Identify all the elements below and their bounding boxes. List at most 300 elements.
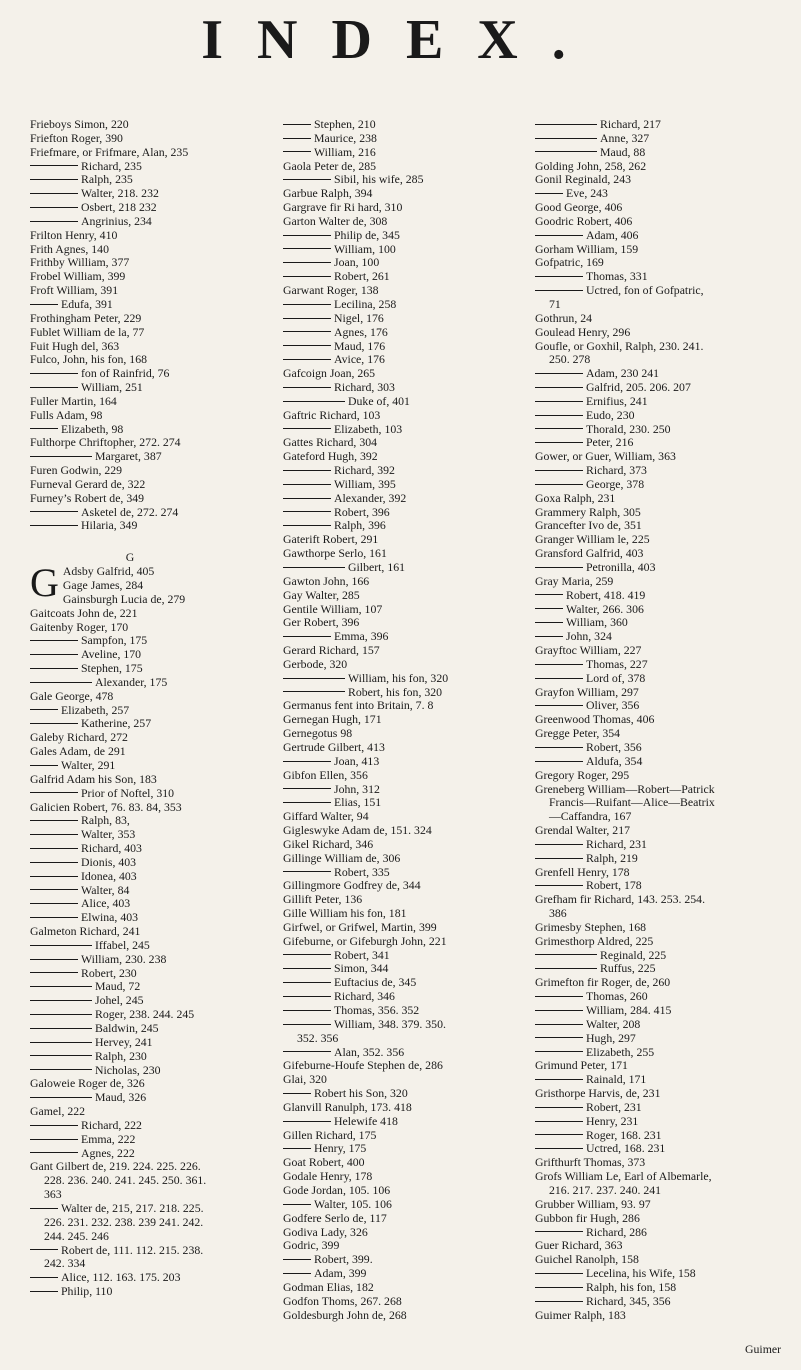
entry-text: Walter, 84 (81, 882, 130, 897)
ditto-rule (535, 636, 563, 637)
index-entry (535, 146, 797, 160)
entry-text: Eudo, 230 (586, 407, 635, 422)
index-entry (535, 713, 797, 727)
ditto-rule (535, 844, 583, 845)
ditto-rule (283, 470, 331, 471)
entry-text: Sampfon, 175 (81, 633, 148, 648)
index-entry (535, 423, 797, 437)
index-entry (283, 229, 528, 243)
index-entry (535, 1309, 797, 1323)
entry-text: Fuit Hugh del, 363 (30, 338, 120, 353)
entry-text: Gamel, 222 (30, 1104, 86, 1119)
ditto-rule (283, 124, 311, 125)
ditto-rule (535, 885, 583, 886)
entry-text: Maud, 88 (600, 144, 646, 159)
ditto-rule (535, 747, 583, 748)
index-entry (283, 1129, 528, 1143)
entry-text: Frobel William, 399 (30, 269, 126, 284)
index-entry (30, 160, 270, 174)
entry-text: 352. 356 (297, 1030, 339, 1045)
index-entry (283, 146, 528, 160)
index-entry (30, 464, 270, 478)
entry-text: Stephen, 210 (314, 117, 376, 131)
entry-text: 386 (549, 906, 567, 921)
index-entry (30, 939, 270, 953)
ditto-rule (283, 761, 331, 762)
ditto-rule (30, 765, 58, 766)
ditto-rule (283, 276, 331, 277)
entry-text: Osbert, 218 232 (81, 200, 157, 215)
index-entry (283, 464, 528, 478)
entry-text: Greenwood Thomas, 406 (535, 712, 655, 727)
entry-text: Furneval Gerard de, 322 (30, 476, 146, 491)
entry-text: William, his fon, 320 (348, 670, 449, 685)
ditto-rule (283, 1093, 311, 1094)
index-entry (30, 704, 270, 718)
ditto-rule (30, 1291, 58, 1292)
index-entry (30, 648, 270, 662)
ditto-rule (283, 1024, 331, 1025)
index-entry (30, 312, 270, 326)
entry-text: Gaitenby Roger, 170 (30, 619, 129, 634)
index-entry (30, 118, 270, 132)
index-entry (535, 630, 797, 644)
ditto-rule (535, 1010, 583, 1011)
entry-text: Lecelina, his Wife, 158 (586, 1266, 696, 1281)
entry-text: Robert, 230 (81, 965, 137, 980)
index-entry (30, 925, 270, 939)
index-entry (535, 1253, 797, 1267)
entry-text: Robert, 178 (586, 878, 642, 893)
entry-text: Thomas, 331 (586, 269, 648, 284)
index-entry (30, 270, 270, 284)
index-entry (535, 1239, 797, 1253)
index-entry (283, 713, 528, 727)
ditto-rule (283, 359, 331, 360)
index-entry (283, 879, 528, 893)
entry-text: Aldufa, 354 (586, 753, 643, 768)
index-entry (30, 1091, 270, 1105)
index-entry (30, 173, 270, 187)
section-gap (30, 533, 270, 551)
index-entry (30, 284, 270, 298)
index-entry (283, 644, 528, 658)
entry-text: Frothingham Peter, 229 (30, 310, 142, 325)
ditto-rule (30, 193, 78, 194)
entry-text: Galeby Richard, 272 (30, 730, 128, 745)
index-entry (30, 980, 270, 994)
ditto-rule (283, 179, 331, 180)
ditto-rule (535, 622, 563, 623)
entry-text: William, 284. 415 (586, 1003, 672, 1017)
entry-text: Robert, 335 (334, 864, 390, 879)
index-entry (535, 478, 797, 492)
index-entry (535, 118, 797, 132)
index-entry (283, 201, 528, 215)
index-entry (535, 506, 797, 520)
index-entry (30, 215, 270, 229)
entry-text: —Caffandra, 167 (549, 809, 632, 824)
ditto-rule (30, 862, 78, 863)
ditto-rule (30, 1042, 92, 1043)
entry-text: William, 395 (334, 476, 396, 491)
entry-text: Garton Walter de, 308 (283, 213, 388, 228)
entry-text: William, 348. 379. 350. (334, 1016, 446, 1031)
entry-text: Elwina, 403 (81, 910, 139, 925)
ditto-rule (283, 1051, 331, 1052)
index-entry (283, 381, 528, 395)
index-entry (535, 644, 797, 658)
entry-text: Elizabeth, 257 (61, 702, 130, 717)
ditto-rule (283, 567, 345, 568)
index-entry (535, 1226, 797, 1240)
index-entry (283, 741, 528, 755)
index-entry (30, 506, 270, 520)
entry-text: Grefham fir Richard, 143. 253. 254. (535, 892, 706, 907)
index-entry (30, 579, 270, 593)
entry-text: Gofpatric, 169 (535, 255, 604, 270)
entry-text: Gubbon fir Hugh, 286 (535, 1210, 640, 1225)
ditto-rule (283, 678, 345, 679)
entry-text: Gerbode, 320 (283, 656, 348, 671)
index-entry (30, 884, 270, 898)
ditto-rule (283, 968, 331, 969)
ditto-rule (535, 1231, 583, 1232)
entry-text: Maud, 72 (95, 979, 141, 994)
entry-text: Thomas, 227 (586, 656, 648, 671)
ditto-rule (283, 1148, 311, 1149)
index-entry (283, 519, 528, 533)
ditto-rule (283, 636, 331, 637)
entry-text: Fulls Adam, 98 (30, 407, 103, 422)
index-entry (30, 132, 270, 146)
index-entry (283, 672, 528, 686)
entry-text: fon of Rainfrid, 76 (81, 366, 170, 381)
entry-text: Nicholas, 230 (95, 1062, 161, 1077)
entry-text: Galmeton Richard, 241 (30, 924, 141, 939)
ditto-rule (535, 968, 597, 969)
ditto-rule (535, 442, 583, 443)
entry-text: Greneberg William—Robert—Patrick (535, 781, 715, 796)
index-entry (30, 801, 270, 815)
ditto-rule (283, 954, 331, 955)
entry-text: Richard, 303 (334, 380, 395, 395)
index-entry (283, 575, 528, 589)
entry-text: William, 360 (566, 615, 628, 630)
ditto-rule (30, 972, 78, 973)
index-entry (283, 160, 528, 174)
index-entry (535, 879, 797, 893)
index-entry (283, 340, 528, 354)
ditto-rule (283, 304, 331, 305)
entry-text: Ralph, 230 (95, 1048, 147, 1063)
ditto-rule (30, 221, 78, 222)
entry-text: Germanus fent into Britain, 7. 8 (283, 698, 434, 713)
index-entry (535, 270, 797, 284)
ditto-rule (535, 1273, 583, 1274)
ditto-rule (535, 193, 563, 194)
index-entry (283, 270, 528, 284)
entry-text: Godfere Serlo de, 117 (283, 1210, 387, 1225)
entry-text: Gillinge William de, 306 (283, 850, 401, 865)
index-entry (283, 243, 528, 257)
entry-text: Frith Agnes, 140 (30, 241, 109, 256)
ditto-rule (283, 248, 331, 249)
ditto-rule (30, 1249, 58, 1250)
entry-text: Galfrid, 205. 206. 207 (586, 380, 691, 395)
entry-text: Thorald, 230. 250 (586, 421, 671, 436)
index-entry (535, 1156, 797, 1170)
index-entry (535, 796, 797, 810)
entry-text: Uctred, fon of Gofpatric, (586, 283, 704, 298)
entry-text: Roger, 238. 244. 245 (95, 1007, 195, 1022)
index-entry (30, 1036, 270, 1050)
entry-text: Gage James, 284 (62, 578, 144, 592)
entry-text: Robert, 418. 419 (566, 587, 646, 602)
entry-text: Garbue Ralph, 394 (283, 186, 373, 201)
ditto-rule (30, 682, 92, 683)
index-entry (535, 1129, 797, 1143)
index-entry (30, 1077, 270, 1091)
index-entry (283, 1212, 528, 1226)
index-entry (30, 676, 270, 690)
index-entry (283, 755, 528, 769)
ditto-rule (30, 917, 78, 918)
index-entry (283, 658, 528, 672)
entry-text: Goxa Ralph, 231 (535, 490, 616, 505)
index-entry (30, 1105, 270, 1119)
entry-text: Thomas, 260 (586, 989, 648, 1004)
entry-text: Dionis, 403 (81, 854, 137, 869)
entry-text: Agnes, 176 (334, 324, 388, 339)
index-entry (535, 1073, 797, 1087)
index-entry (283, 1281, 528, 1295)
entry-text: Alexander, 392 (334, 490, 407, 505)
entry-text: Petronilla, 403 (586, 560, 656, 574)
entry-text: Gifeburne-Houfe Stephen de, 286 (283, 1058, 443, 1073)
entry-text: Hugh, 297 (586, 1030, 636, 1045)
index-entry (30, 1202, 270, 1216)
index-entry (535, 741, 797, 755)
index-entry (283, 1101, 528, 1115)
index-entry (30, 187, 270, 201)
entry-text: Baldwin, 245 (95, 1021, 159, 1035)
entry-text: Richard, 217 (600, 117, 661, 131)
entry-text: Furney’s Robert de, 349 (30, 490, 145, 505)
index-entry (283, 976, 528, 990)
index-entry (283, 907, 528, 921)
ditto-rule (30, 373, 78, 374)
entry-text: Eve, 243 (566, 186, 608, 201)
index-entry (535, 603, 797, 617)
index-column-2 (283, 118, 528, 1322)
index-column-3 (535, 118, 797, 1322)
entry-text: Ralph, 235 (81, 172, 133, 187)
index-entry (283, 1184, 528, 1198)
index-entry (535, 395, 797, 409)
entry-text: Gafcoign Joan, 265 (283, 366, 376, 381)
index-entry (283, 630, 528, 644)
index-entry (535, 866, 797, 880)
index-entry (283, 824, 528, 838)
index-entry (30, 395, 270, 409)
index-entry (283, 353, 528, 367)
entry-text: Duke of, 401 (348, 393, 410, 408)
ditto-rule (535, 1301, 583, 1302)
ditto-rule (535, 678, 583, 679)
entry-text: 216. 217. 237. 240. 241 (549, 1182, 662, 1197)
entry-text: Gransford Galfrid, 403 (535, 546, 644, 561)
entry-text: Fulthorpe Chriftopher, 272. 274 (30, 435, 181, 450)
index-entry (283, 810, 528, 824)
entry-text: 228. 236. 240. 241. 245. 250. 361. (44, 1173, 207, 1188)
entry-text: Gawton John, 166 (283, 573, 370, 588)
index-entry (30, 201, 270, 215)
entry-text: Idonea, 403 (81, 868, 137, 883)
entry-text: Ralph, his fon, 158 (586, 1279, 677, 1294)
entry-text: Grammery Ralph, 305 (535, 504, 641, 519)
index-entry (283, 1032, 528, 1046)
ditto-rule (283, 331, 331, 332)
entry-text: Gant Gilbert de, 219. 224. 225. 226. (30, 1159, 201, 1174)
index-entry (535, 450, 797, 464)
entry-text: Uctred, 168. 231 (586, 1141, 666, 1156)
index-entry (283, 1295, 528, 1309)
entry-text: Adsby Galfrid, 405 (62, 564, 155, 579)
entry-text: Gillift Peter, 136 (283, 892, 363, 907)
entry-text: Richard, 392 (334, 463, 395, 478)
index-entry (30, 1160, 270, 1174)
index-entry (535, 962, 797, 976)
entry-text: Goodric Robert, 406 (535, 213, 633, 228)
ditto-rule (30, 387, 78, 388)
ditto-rule (30, 1208, 58, 1209)
entry-text: 244. 245. 246 (44, 1228, 109, 1243)
index-entry (283, 1253, 528, 1267)
entry-text: Gower, or Guer, William, 363 (535, 449, 676, 464)
entry-text: Grimesby Stephen, 168 (535, 919, 647, 934)
entry-text: John, 324 (566, 629, 612, 644)
index-entry (283, 783, 528, 797)
index-entry (535, 755, 797, 769)
ditto-rule (535, 428, 583, 429)
ditto-rule (535, 484, 583, 485)
index-entry (283, 838, 528, 852)
entry-text: Walter, 353 (81, 827, 136, 842)
index-entry (30, 1188, 270, 1202)
entry-text: Nigel, 176 (334, 310, 384, 325)
entry-text: Robert, 231 (586, 1099, 642, 1114)
ditto-rule (535, 1051, 583, 1052)
ditto-rule (30, 525, 78, 526)
index-entry (283, 589, 528, 603)
index-entry (283, 1267, 528, 1281)
ditto-rule (535, 138, 597, 139)
entry-text: Walter, 208 (586, 1016, 641, 1031)
entry-text: Gales Adam, de 291 (30, 744, 126, 759)
ditto-rule (535, 761, 583, 762)
entry-text: Gerard Richard, 157 (283, 643, 380, 658)
entry-text: Philip, 110 (61, 1284, 113, 1299)
entry-text: Maud, 326 (95, 1090, 147, 1105)
ditto-rule (30, 1014, 92, 1015)
entry-text: Friefton Roger, 390 (30, 130, 123, 145)
index-entry (535, 824, 797, 838)
entry-text: Adam, 406 (586, 227, 639, 242)
entry-text: Robert his Son, 320 (314, 1086, 408, 1101)
entry-text: Glai, 320 (283, 1072, 327, 1087)
entry-text: Joan, 413 (334, 753, 380, 768)
ditto-rule (535, 567, 583, 568)
ditto-rule (535, 151, 597, 152)
index-entry (30, 842, 270, 856)
index-entry (283, 1115, 528, 1129)
ditto-rule (30, 456, 92, 457)
ditto-rule (30, 1028, 92, 1029)
entry-text: Walter de, 215, 217. 218. 225. (61, 1200, 204, 1215)
ditto-rule (30, 889, 78, 890)
ditto-rule (535, 954, 597, 955)
ditto-rule (30, 654, 78, 655)
ditto-rule (283, 511, 331, 512)
ditto-rule (535, 1079, 583, 1080)
entry-text: Maurice, 238 (314, 130, 377, 145)
ditto-rule (283, 1121, 331, 1122)
index-entry (535, 1198, 797, 1212)
entry-text: Godiva Lady, 326 (283, 1224, 368, 1239)
index-entry (535, 921, 797, 935)
index-entry (535, 949, 797, 963)
entry-text: Richard, 373 (586, 463, 647, 478)
entry-text: Richard, 235 (81, 158, 142, 173)
index-entry (30, 828, 270, 842)
entry-text: Reginald, 225 (600, 947, 667, 962)
entry-text: Gaftric Richard, 103 (283, 407, 381, 422)
index-entry (283, 298, 528, 312)
index-entry (535, 907, 797, 921)
index-entry (283, 492, 528, 506)
entry-text: 226. 231. 232. 238. 239 241. 242. (44, 1214, 204, 1229)
index-entry (535, 353, 797, 367)
ditto-rule (535, 124, 597, 125)
entry-text: Gawthorpe Serlo, 161 (283, 546, 387, 561)
entry-text: Grancefter Ivo de, 351 (535, 518, 642, 533)
index-entry (283, 326, 528, 340)
entry-text: Thomas, 356. 352 (334, 1003, 420, 1017)
entry-text: Sibil, his wife, 285 (334, 172, 424, 187)
entry-text: Galicien Robert, 76. 83. 84, 353 (30, 799, 182, 814)
entry-text: Godfon Thoms, 267. 268 (283, 1293, 402, 1308)
entry-text: Aveline, 170 (81, 647, 142, 662)
ditto-rule (30, 1152, 78, 1153)
ditto-rule (535, 1148, 583, 1149)
index-entry (535, 132, 797, 146)
entry-text: 71 (549, 296, 561, 311)
index-entry (283, 866, 528, 880)
index-entry (30, 814, 270, 828)
entry-text: Adam, 399 (314, 1266, 367, 1281)
index-entry (535, 893, 797, 907)
ditto-rule (283, 235, 331, 236)
index-entry (535, 229, 797, 243)
entry-text: Gigleswyke Adam de, 151. 324 (283, 823, 432, 838)
index-entry (283, 1198, 528, 1212)
entry-text: Iffabel, 245 (95, 937, 150, 952)
index-entry (283, 769, 528, 783)
index-entry (535, 436, 797, 450)
index-entry (30, 409, 270, 423)
entry-text: Galoweie Roger de, 326 (30, 1076, 145, 1091)
